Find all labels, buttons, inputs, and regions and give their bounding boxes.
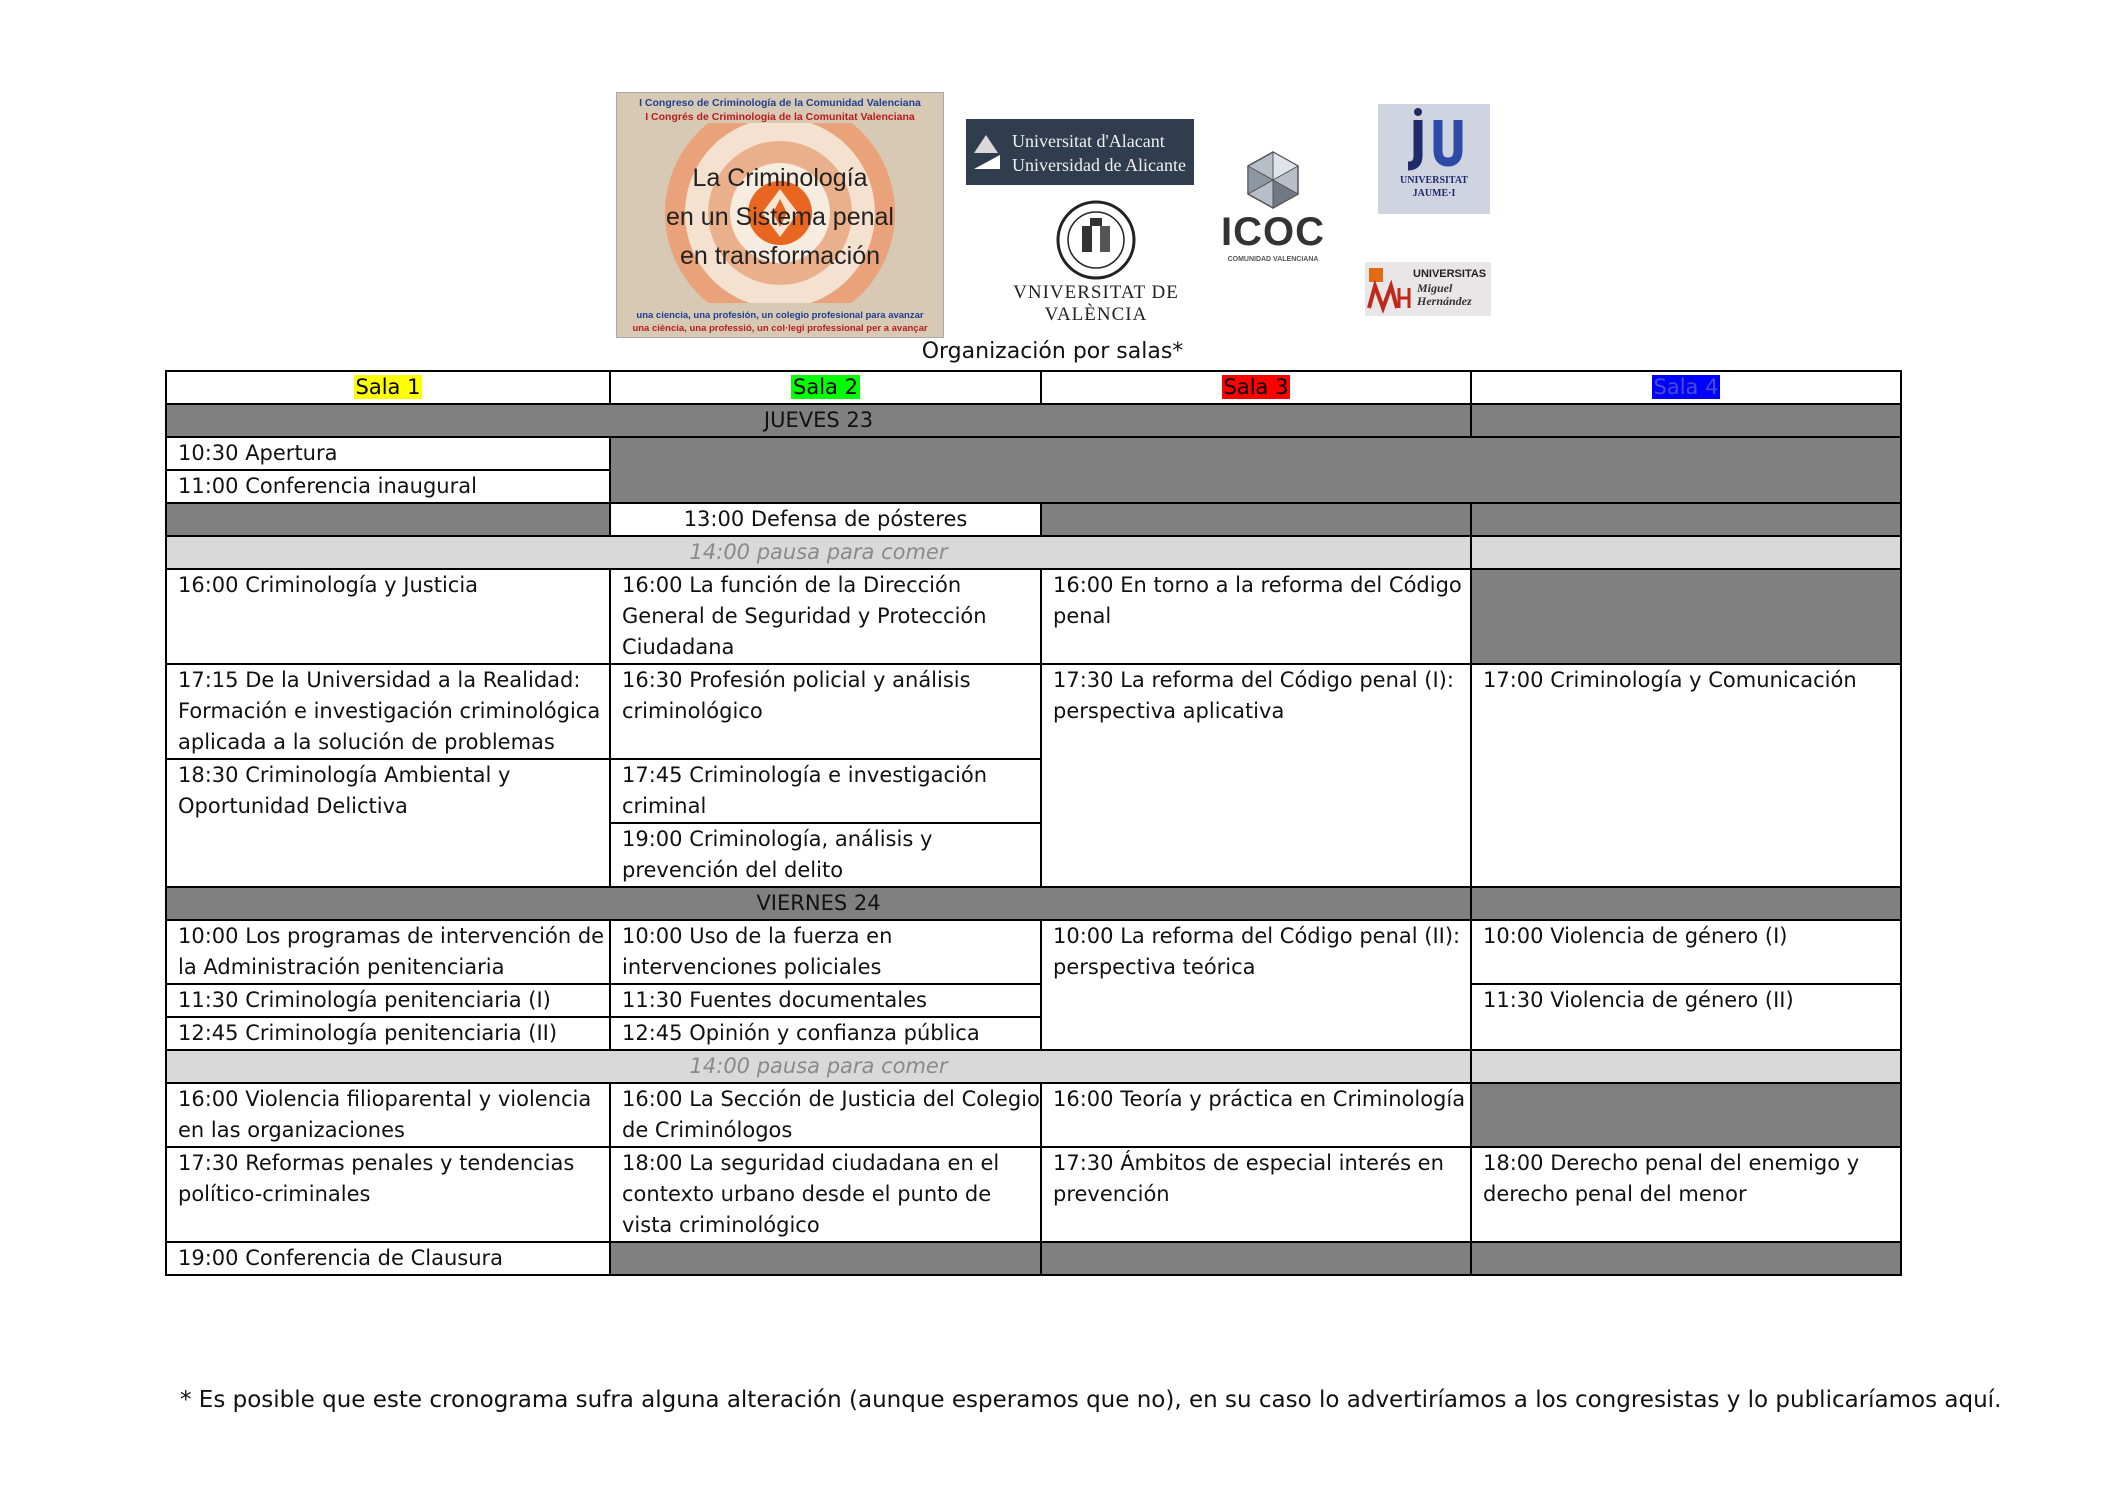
sala-2-label: Sala 2 (793, 375, 858, 399)
sala-4-label: Sala 4 (1653, 375, 1719, 399)
uji-name (1378, 174, 1490, 200)
congress-title-line3: en transformación (679, 242, 881, 270)
session-profesion-policial: 16:30 Profesión policial y análisis criminológico (610, 664, 1041, 759)
session-reformas-penales: 17:30 Reformas penales y tendencias político-criminales (166, 1147, 610, 1242)
blocked-cell (1471, 887, 1901, 920)
day-row-friday (166, 887, 1901, 920)
session-penitenciaria-ii: 12:45 Criminología penitenciaria (II) (166, 1017, 610, 1050)
blocked-cell (610, 437, 1901, 503)
universidad-miguel-hernandez-logo (1365, 262, 1491, 316)
uv-name: VNIVERSITAT DE VALÈNCIA (1013, 282, 1179, 325)
pause-cell (1471, 1050, 1901, 1083)
congress-tagline-es: una ciencia, una profesión, un colegio profesional para avanzar (636, 310, 924, 321)
umh-line3: Hernández (1417, 294, 1472, 308)
session-penitenciaria-i: 11:30 Criminología penitenciaria (I) (166, 984, 610, 1017)
session-direccion-general: 16:00 La función de la Dirección General de Seguridad y Protección Ciudadana (610, 569, 1041, 664)
sala-header-row (166, 371, 1901, 404)
session-violencia-genero-ii: 11:30 Violencia de género (II) (1471, 984, 1901, 1050)
session-criminologia-comunicacion: 17:00 Criminología y Comunicación (1471, 664, 1901, 887)
table-row (166, 920, 1901, 984)
session-reforma-codigo-ii: 10:00 La reforma del Código penal (II): perspectiva teórica (1041, 920, 1471, 1050)
session-ambitos-prevencion: 17:30 Ámbitos de especial interés en prevención (1041, 1147, 1471, 1242)
blocked-cell (1471, 404, 1901, 437)
ua-mark-icon (972, 133, 1002, 171)
session-criminologia-ambiental: 18:30 Criminología Ambiental y Oportunidad Delictiva (166, 759, 610, 887)
lunch-break: 14:00 pausa para comer (166, 1050, 1471, 1083)
sala-3-label: Sala 3 (1223, 375, 1289, 399)
session-programas-intervencion: 10:00 Los programas de intervención de la Administración penitenciaria (166, 920, 610, 984)
icoc-sub: COMUNIDAD VALENCIANA (1227, 256, 1319, 263)
congress-tagline-va: una ciència, una professió, un col·legi professional per a avançar (632, 323, 928, 334)
pause-cell (1471, 536, 1901, 569)
day-label-thursday: JUEVES 23 (166, 404, 1471, 437)
page-title: Organización por salas* (921, 339, 1184, 364)
universitat-valencia-logo (966, 200, 1226, 325)
session-uso-fuerza: 10:00 Uso de la fuerza en intervenciones policiales (610, 920, 1041, 984)
table-row (166, 569, 1901, 664)
congress-logo (616, 92, 944, 338)
sala-2-header (610, 371, 1041, 404)
uji-line1: UNIVERSITAT (1400, 175, 1468, 186)
session-derecho-penal-enemigo: 18:00 Derecho penal del enemigo y derecho penal del menor (1471, 1147, 1901, 1242)
day-row-thursday (166, 404, 1901, 437)
sala-1-label: Sala 1 (355, 375, 421, 399)
session-universidad-realidad: 17:15 De la Universidad a la Realidad: Formación e investigación criminológica aplicada a la solución de problemas (166, 664, 610, 759)
session-violencia-genero-i: 10:00 Violencia de género (I) (1471, 920, 1901, 984)
session-apertura: 10:30 Apertura (166, 437, 610, 470)
schedule-table (165, 370, 1902, 1276)
session-fuentes-documentales: 11:30 Fuentes documentales (610, 984, 1041, 1017)
umh-line2: Miguel (1417, 281, 1453, 295)
table-row (166, 503, 1901, 536)
blocked-cell (1041, 1242, 1471, 1275)
lunch-break: 14:00 pausa para comer (166, 536, 1471, 569)
uji-mark-icon (1378, 104, 1490, 172)
icoc-logo (1218, 150, 1328, 268)
table-row (166, 1083, 1901, 1147)
universitat-jaume-i-logo (1378, 104, 1490, 214)
footnote: * Es posible que este cronograma sufra alguna alteración (aunque esperamos que no), en su caso lo advertiríamos a los congresistas y lo publicaríamos aquí. (180, 1387, 2002, 1413)
blocked-cell (1471, 1242, 1901, 1275)
universidad-alicante-logo (966, 119, 1194, 185)
congress-logo-line2: I Congrés de Criminologia de la Comunitat Valenciana (645, 111, 915, 123)
congress-logo-line1: I Congreso de Criminología de la Comunidad Valenciana (639, 97, 921, 109)
pause-row (166, 1050, 1901, 1083)
table-row (166, 984, 1901, 1017)
session-violencia-filioparental: 16:00 Violencia filioparental y violencia en las organizaciones (166, 1083, 610, 1147)
ua-name-es: Universidad de Alicante (1012, 155, 1186, 175)
table-row (166, 664, 1901, 759)
sala-4-header (1471, 371, 1901, 404)
seal-icon (1054, 200, 1138, 280)
session-reforma-codigo-i: 17:30 La reforma del Código penal (I): perspectiva aplicativa (1041, 664, 1471, 887)
session-investigacion-criminal: 17:45 Criminología e investigación criminal (610, 759, 1041, 823)
session-teoria-practica: 16:00 Teoría y práctica en Criminología (1041, 1083, 1471, 1147)
session-prevencion-delito: 19:00 Criminología, análisis y prevención del delito (610, 823, 1041, 887)
congress-title-line2: en un Sistema penal (666, 203, 894, 231)
session-posteres: 13:00 Defensa de pósteres (610, 503, 1041, 536)
uji-line2: JAUME·I (1412, 188, 1456, 199)
blocked-cell (166, 503, 610, 536)
blocked-cell (1471, 569, 1901, 664)
session-reforma-codigo: 16:00 En torno a la reforma del Código penal (1041, 569, 1471, 664)
session-conferencia-clausura: 19:00 Conferencia de Clausura (166, 1242, 610, 1275)
session-criminologia-justicia: 16:00 Criminología y Justicia (166, 569, 610, 664)
session-seguridad-ciudadana: 18:00 La seguridad ciudadana en el contexto urbano desde el punto de vista criminológico (610, 1147, 1041, 1242)
blocked-cell (1041, 503, 1471, 536)
blocked-cell (610, 1242, 1041, 1275)
sala-1-header (166, 371, 610, 404)
session-conferencia-inaugural: 11:00 Conferencia inaugural (166, 470, 610, 503)
polyhedron-icon (1218, 150, 1328, 212)
blocked-cell (1471, 1083, 1901, 1147)
umh-mark-icon (1365, 262, 1413, 316)
sala-3-header (1041, 371, 1471, 404)
pause-row (166, 536, 1901, 569)
umh-name: UNIVERSITAS (1413, 268, 1487, 280)
blocked-cell (1471, 503, 1901, 536)
session-opinion-confianza: 12:45 Opinión y confianza pública (610, 1017, 1041, 1050)
congress-logo-title (617, 159, 943, 276)
umh-sub (1417, 282, 1472, 308)
congress-title-line1: La Criminología (692, 164, 868, 192)
table-row (166, 437, 1901, 470)
table-row (166, 1242, 1901, 1275)
ua-name-va: Universitat d'Alacant (1012, 131, 1165, 151)
table-row (166, 1147, 1901, 1242)
day-label-friday: VIERNES 24 (166, 887, 1471, 920)
icoc-name: ICOC (1221, 210, 1325, 254)
session-seccion-justicia: 16:00 La Sección de Justicia del Colegio de Criminólogos (610, 1083, 1041, 1147)
